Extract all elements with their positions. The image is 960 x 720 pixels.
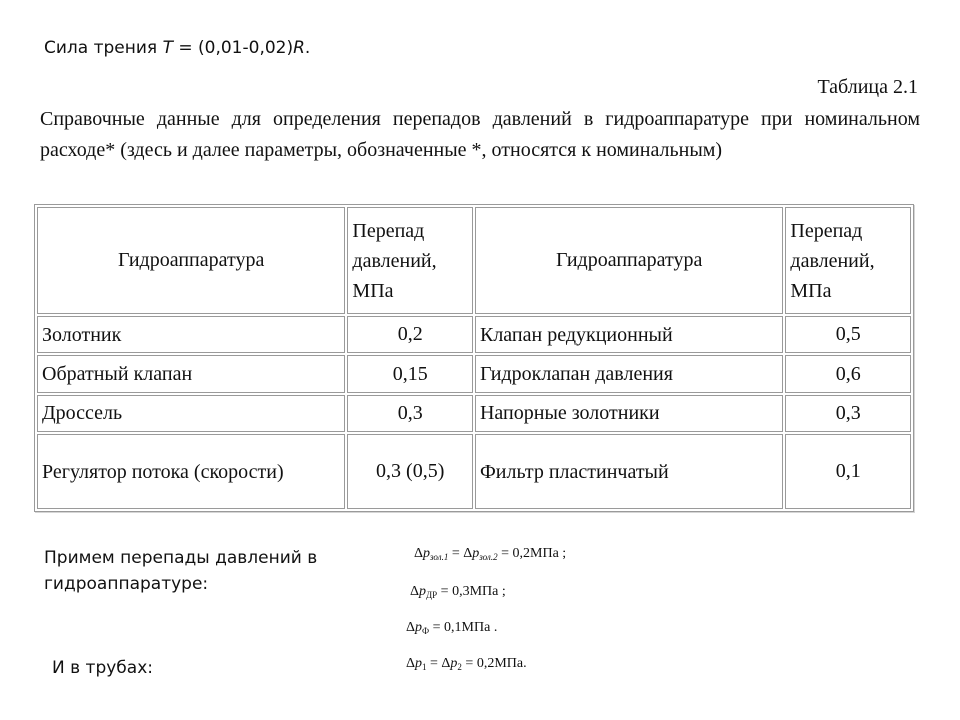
formula-sub: 2: [457, 662, 462, 672]
table-header-row: [37, 207, 911, 314]
formula-sub: Ф: [422, 626, 430, 636]
formula-sub: 1: [422, 662, 427, 672]
header-device-2: Гидроаппаратура: [475, 207, 783, 314]
table-cell: 0,3: [347, 395, 473, 432]
formula-value: 0,3МПа: [452, 584, 499, 599]
table-cell: Золотник: [37, 316, 345, 353]
formula-filter-drop: $\Delta p_Ф = 0,1МПа$ .: [406, 620, 498, 636]
accept-pressure-drops-text: Примем перепады давлений в гидроаппаратуре:: [44, 548, 318, 594]
friction-symbol-r: R: [293, 38, 305, 58]
table-cell: Дроссель: [37, 395, 345, 432]
table-cell: 0,5: [785, 316, 911, 353]
formula-end: .: [493, 620, 498, 635]
formula-value: 0,1МПа: [444, 620, 491, 635]
friction-middle: = (0,01-0,02): [172, 38, 294, 58]
formula-end: ;: [562, 546, 567, 561]
formula-spool-drop: $\Delta p_{зол.1} = \Delta p_{зол.2} = 0,2МПа$ ;: [414, 546, 567, 562]
table-cell: Клапан редукционный: [475, 316, 783, 353]
table-cell: Напорные золотники: [475, 395, 783, 432]
formula-value: 0,2МПа: [476, 656, 524, 671]
table-cell: 0,15: [347, 355, 473, 392]
header-pressure-drop-2: Перепад давлений, МПа: [785, 207, 911, 314]
formula-value: 0,2МПа: [512, 546, 559, 561]
header-pressure-drop-1: Перепад давлений, МПа: [347, 207, 473, 314]
header-device-1: Гидроаппаратура: [37, 207, 345, 314]
table-caption: Таблица 2.1: [817, 76, 918, 98]
table-cell: 0,3 (0,5): [347, 434, 473, 509]
friction-force-line: [44, 38, 310, 58]
table-row: [37, 316, 911, 353]
formula-sub: зол.2: [479, 552, 498, 562]
friction-prefix: Сила трения: [44, 38, 163, 58]
table-cell: 0,2: [347, 316, 473, 353]
reference-table: [34, 204, 914, 512]
formula-sub: зол.1: [430, 552, 449, 562]
pipes-text: И в трубах:: [52, 658, 153, 678]
formula-sub: ДР: [426, 590, 438, 600]
friction-suffix: .: [304, 38, 311, 58]
table-cell: 0,3: [785, 395, 911, 432]
table-cell: Регулятор потока (скорости): [37, 434, 345, 509]
formula-throttle-drop: $\Delta p_{ДР} = 0,3МПа$ ;: [410, 584, 506, 600]
table-cell: 0,6: [785, 355, 911, 392]
table-row: [37, 395, 911, 432]
table-description: Справочные данные для определения перепадов давлений в гидроаппаратуре при номинальном расходе* (здесь и далее параметры, обозначенные *, относятся к номинальным): [40, 108, 920, 161]
formula-end: .: [523, 656, 527, 671]
formula-end: ;: [501, 584, 506, 599]
table-row: [37, 434, 911, 509]
table-cell: Гидроклапан давления: [475, 355, 783, 392]
formula-pipe-drop: $\Delta p_1 = \Delta p_2 = 0,2МПа$.: [406, 656, 527, 672]
friction-symbol-t: T: [162, 38, 173, 58]
table-row: [37, 355, 911, 392]
table-cell: 0,1: [785, 434, 911, 509]
table-cell: Обратный клапан: [37, 355, 345, 392]
table-cell: Фильтр пластинчатый: [475, 434, 783, 509]
